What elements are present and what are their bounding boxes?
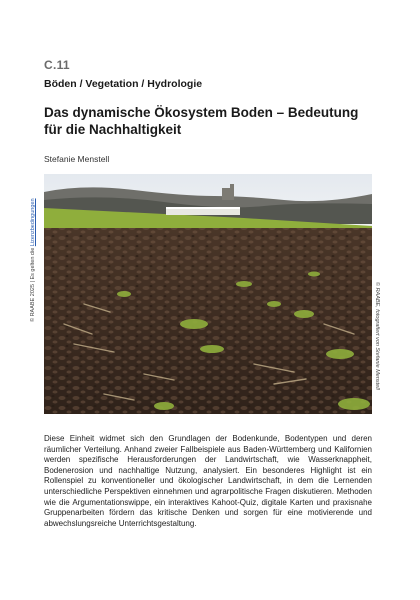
category-line: Böden / Vegetation / Hydrologie [44,78,203,90]
author-name: Stefanie Menstell [44,154,110,164]
license-link[interactable]: Lizenzbedingungen [30,198,36,247]
copyright-prefix: © RAABE 2025 | Es gelten die [30,246,36,322]
field-photo-illustration [44,174,372,414]
unit-code: C.11 [44,58,70,72]
copyright-license-note [30,198,36,322]
photo-credit: © RAABE, fotografiert von Stefanie Menstell [374,282,380,390]
field-photo [44,174,372,414]
intro-paragraph: Diese Einheit widmet sich den Grundlagen der Bodenkunde, Bodentypen und deren räumlicher Verteilung. Anhand zweier Fallbeispiele aus Baden-Württemberg und Kalifornien werden spezifische Herausforderungen der Landwirtschaft, wie Wasserknappheit, Bodenerosion und nachhaltige Nutzung, analysiert. Ein besonderes Highlight ist ein Rollenspiel zu konventioneller und ökologischer Landwirtschaft, in dem die Lernenden unterschiedliche Perspektiven einnehmen und agrarpolitische Fragen diskutieren. Methoden wie die Argumentationswippe, ein interaktives Kahoot-Quiz, digitale Karten und praxisnahe Gruppenarbeiten fördern das kritische Denken und sorgen für eine motivierende und abwechslungsreiche Unterrichtsgestaltung. [44,434,372,528]
page-title: Das dynamische Ökosystem Boden – Bedeutung für die Nachhaltigkeit [44,105,359,137]
